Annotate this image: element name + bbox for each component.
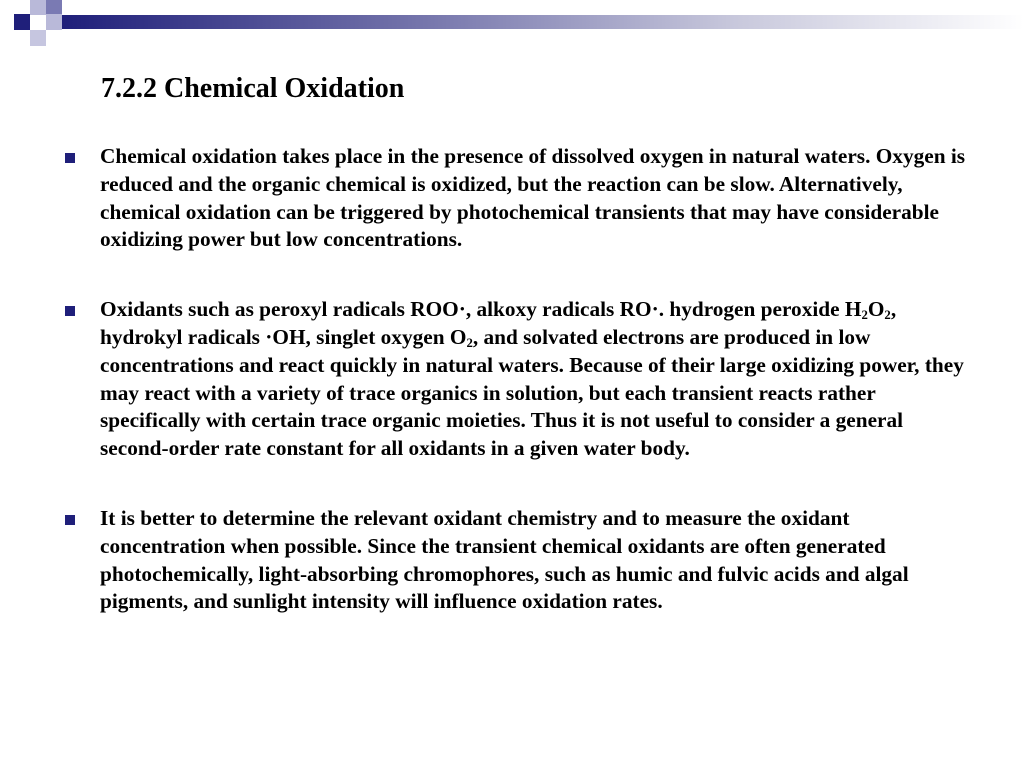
bullet-list bbox=[62, 143, 967, 658]
text-run: O bbox=[867, 297, 885, 322]
text-run: Oxidants such as peroxyl radicals ROO·, alkoxy radicals RO·. hydrogen peroxide H bbox=[100, 297, 862, 322]
deco-square bbox=[14, 14, 30, 30]
deco-square bbox=[46, 0, 62, 15]
bullet-text: Chemical oxidation takes place in the presence of dissolved oxygen in natural waters. Oxygen is reduced and the organic chemical is oxidized, but the reaction can be slow. Alternatively, chemical oxidation can be triggered by photochemical transients that may have considerable oxidizing power but low concentrations. bbox=[100, 144, 966, 252]
bullet-item bbox=[62, 505, 967, 616]
gradient-bar bbox=[62, 15, 1024, 29]
bullet-item bbox=[62, 296, 967, 463]
bullet-square-icon bbox=[65, 153, 75, 163]
text-run: , hydrokyl radicals ·OH, singlet oxygen O bbox=[100, 297, 897, 349]
bullet-square-icon bbox=[65, 515, 75, 525]
subscript: 2 bbox=[466, 336, 473, 351]
subscript: 2 bbox=[884, 308, 891, 323]
deco-square bbox=[46, 14, 62, 30]
text-run: , and solvated electrons are produced in low concentrations and react quickly in natural waters. Because of their large oxidizing power, they may react with a variety of trace organics in solution, but each transient reacts rather specifically with certain trace organic moieties. Thus it is not useful to consider a general second-order rate constant for all oxidants in a given water body. bbox=[100, 324, 964, 461]
subscript: 2 bbox=[861, 308, 868, 323]
bullet-text bbox=[100, 297, 964, 460]
deco-square bbox=[30, 0, 46, 15]
bullet-text: It is better to determine the relevant oxidant chemistry and to measure the oxidant concentration when possible. Since the transient chemical oxidants are often generated photochemically, light-absorbing chromophores, such as humic and fulvic acids and algal pigments, and sunlight intensity will influence oxidation rates. bbox=[100, 505, 909, 614]
deco-square bbox=[30, 30, 46, 46]
bullet-square-icon bbox=[65, 306, 75, 316]
slide-title: 7.2.2 Chemical Oxidation bbox=[101, 73, 405, 104]
bullet-item bbox=[62, 143, 967, 254]
